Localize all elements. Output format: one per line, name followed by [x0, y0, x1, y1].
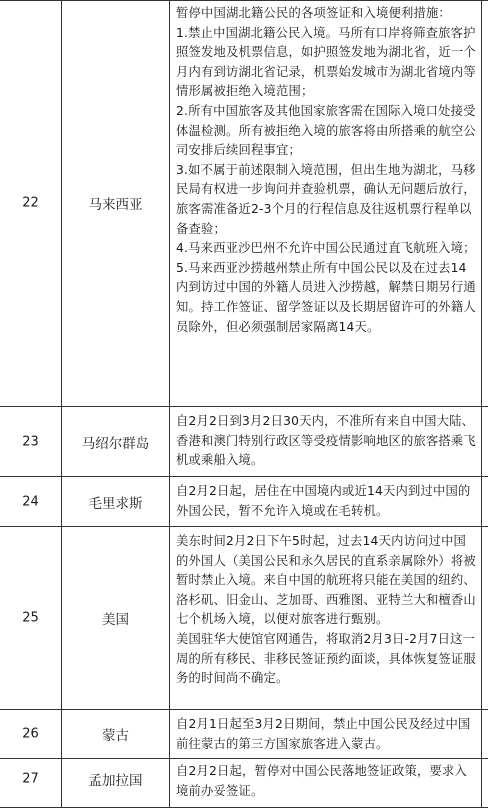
row-number-cell	[0, 710, 62, 758]
table-row	[0, 759, 488, 808]
row-number-cell	[0, 407, 62, 476]
measure-paragraph: 自2月1日起至3月2日期间，禁止中国公民及经过中国前往蒙古的第三方国家旅客进入蒙古。	[176, 717, 471, 751]
country-cell	[62, 527, 170, 709]
row-number: 23	[22, 434, 39, 449]
country-cell	[62, 0, 170, 406]
measure-paragraph: 自2月2日起，暂停对中国公民落地签证政策，要求入境前办妥签证。	[176, 764, 467, 798]
table-row	[0, 527, 488, 710]
country-name: 蒙古	[102, 728, 129, 744]
measures-cell	[170, 407, 482, 476]
country-name: 马绍尔群岛	[81, 435, 150, 452]
row-number-cell	[0, 527, 62, 709]
country-cell	[62, 407, 170, 476]
country-name: 美国	[102, 612, 129, 628]
row-number: 24	[22, 494, 39, 509]
table-row	[0, 407, 488, 477]
country-cell	[62, 710, 170, 758]
measure-paragraph: 自2月2日到3月2日30天内，不准所有来自中国大陆、香港和澳门特别行政区等受疫情影响地区的旅客搭乘飞机或乘船入境。	[176, 414, 476, 468]
measures-cell	[170, 0, 482, 406]
row-number: 22	[22, 195, 39, 211]
measure-paragraph: 美东时间2月2日下午5时起，过去14天内访问过中国的外国人（美国公民和永久居民的直系亲属除外）将被暂时禁止入境。来自中国的航班将只能在美国的纽约、洛杉矶、旧金山、芝加哥、西雅图、亚特兰大和檀香山七个机场入境，以便对旅客进行甄别。	[176, 534, 476, 627]
country-name: 马来西亚	[88, 197, 143, 213]
measures-cell	[170, 477, 482, 526]
row-number: 27	[22, 771, 39, 787]
measure-paragraph: 4.马来西亚沙巴州不允许中国公民通过直飞航班入境；	[176, 241, 476, 256]
measure-paragraph: 5.马来西亚沙捞越州禁止所有中国公民以及在过去14内到访过中国的外籍人员进入沙捞越，解禁日期另行通知。持工作签证、留学签证以及长期居留许可的外籍人员除外，但必须强制居家隔离14天。	[176, 260, 476, 334]
measures-cell	[170, 710, 482, 758]
table-row	[0, 477, 488, 527]
row-number-cell	[0, 0, 62, 406]
country-name: 毛里求斯	[88, 495, 143, 512]
row-number-cell	[0, 477, 62, 526]
row-number: 25	[22, 610, 39, 626]
country-name: 孟加拉国	[88, 773, 143, 790]
measures-cell	[170, 527, 482, 709]
measure-paragraph: 2.所有中国旅客及其他国家旅客需在国际入境口处接受体温检测。所有被拒绝入境的旅客将由所搭乘的航空公司安排后续回程事宜；	[176, 103, 476, 158]
measure-paragraph: 自2月2日起，居住在中国境内或近14天内到过中国的外国公民，暂不允许入境或在毛转机。	[176, 484, 471, 518]
measure-paragraph: 美国驻华大使馆官网通告，将取消2月3日-2月7日这一周的所有移民、非移民签证预约面谈，具体恢复签证服务的时间尚不确定。	[176, 631, 476, 686]
measure-paragraph: 暂停中国湖北籍公民的各项签证和入境便利措施：	[176, 6, 451, 20]
measure-paragraph: 1.禁止中国湖北籍公民入境。马所有口岸将筛查旅客护照签发地及机票信息，如护照签发地为湖北省，近一个月内有到访湖北省记录，机票始发城市为湖北省境内等情形属被拒绝入境范围；	[176, 25, 476, 99]
country-cell	[62, 477, 170, 526]
table-row	[0, 710, 488, 759]
measure-paragraph: 3.如不属于前述限制入境范围，但出生地为湖北，马移民局有权进一步询问并查验机票，确认无问题后放行，旅客需准备近2-3个月的行程信息及往返机票行程单以备查验；	[176, 162, 476, 236]
row-number: 26	[22, 726, 39, 742]
